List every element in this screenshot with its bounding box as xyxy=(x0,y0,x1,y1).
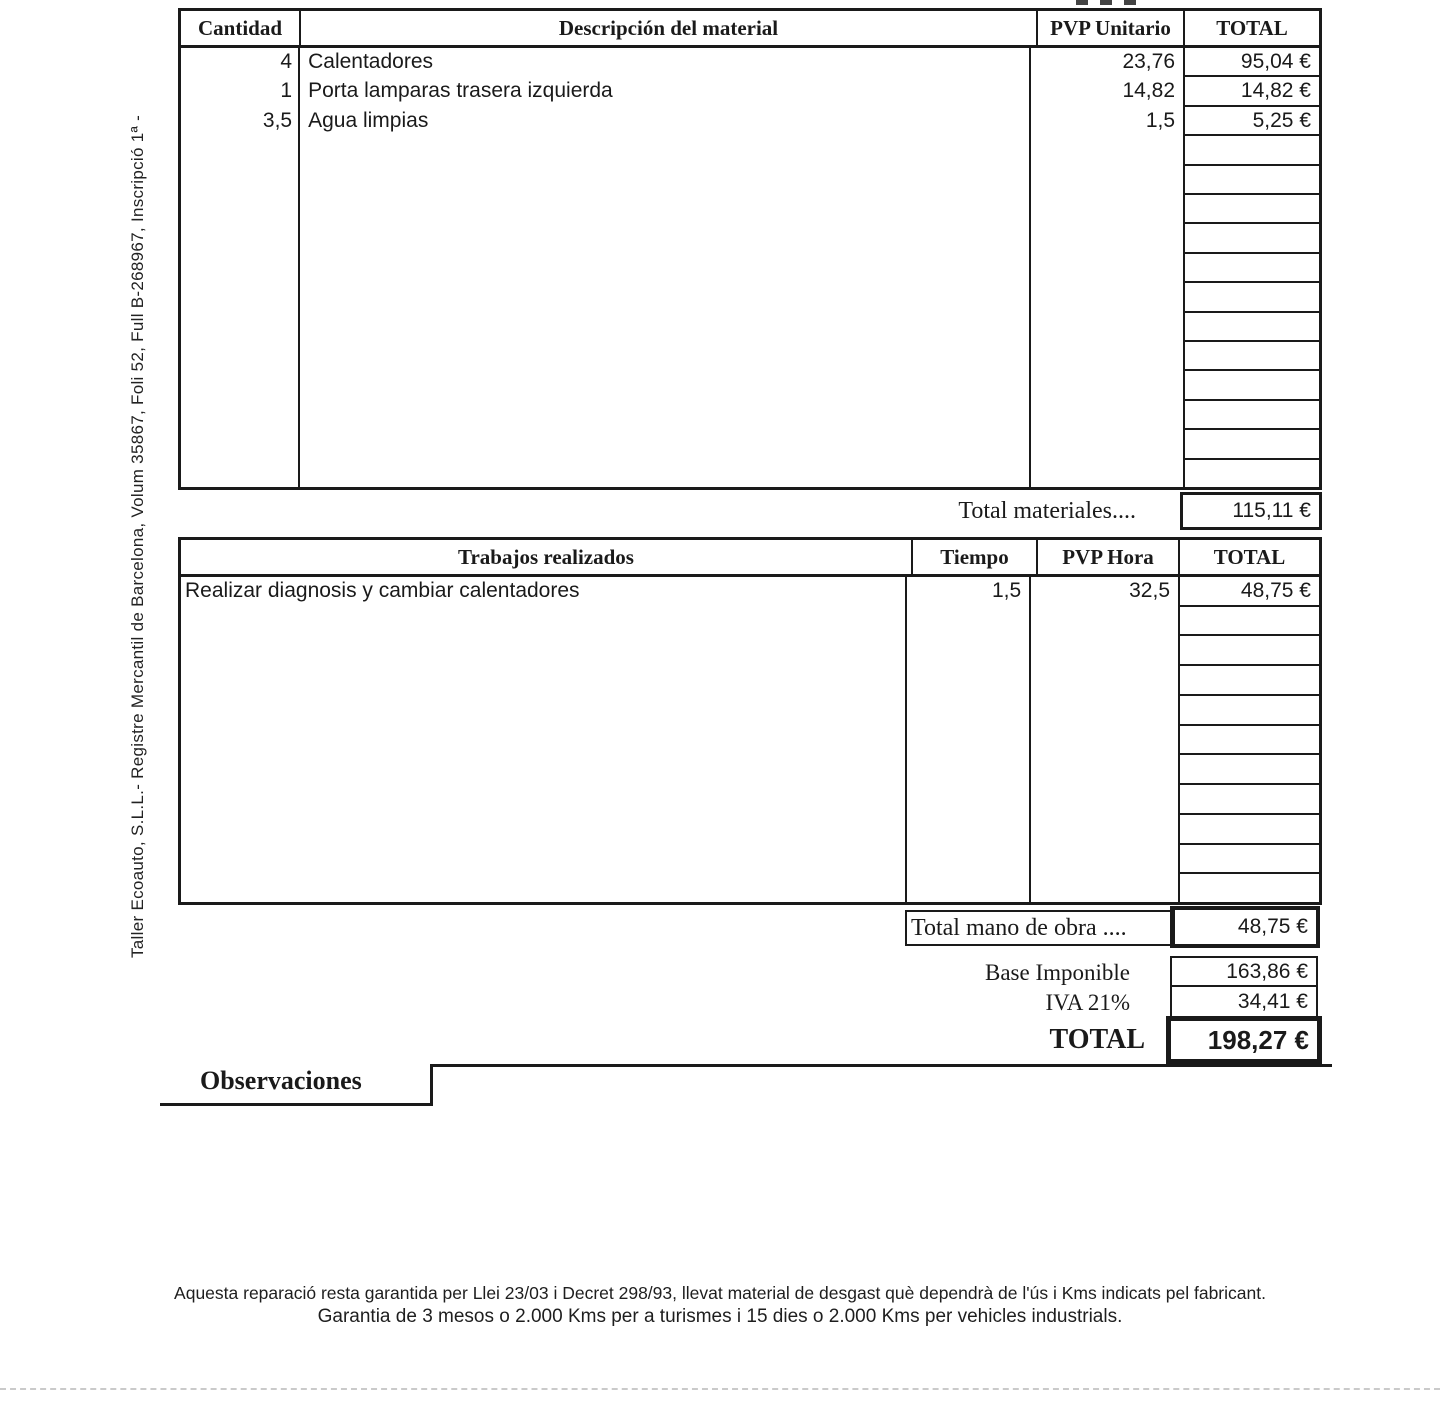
materials-table xyxy=(178,8,1322,490)
labor-row xyxy=(181,695,1178,725)
iva-value: 34,41 € xyxy=(1237,989,1308,1013)
cell-descripcion: Agua limpias xyxy=(300,107,1031,136)
cell-cantidad xyxy=(181,399,300,428)
labor-table xyxy=(178,537,1322,905)
labor-rows xyxy=(181,577,1178,902)
cell-tiempo xyxy=(907,695,1031,725)
materials-row xyxy=(181,194,1183,223)
cell-descripcion xyxy=(300,194,1031,223)
cell-cantidad xyxy=(181,224,300,253)
materials-row-total-cell xyxy=(1185,371,1319,400)
labor-row-total-cell xyxy=(1180,755,1319,785)
cell-trabajo-descripcion xyxy=(181,695,907,725)
labor-row-total-cell: 48,75 € xyxy=(1180,577,1319,607)
header-tiempo: Tiempo xyxy=(913,540,1038,574)
cell-tiempo xyxy=(907,607,1031,637)
observaciones-tab-line-bottom xyxy=(160,1103,433,1106)
header-trabajos-realizados: Trabajos realizados xyxy=(181,540,913,574)
cell-trabajo-descripcion xyxy=(181,636,907,666)
cell-pvp-hora xyxy=(1031,754,1178,784)
materials-row xyxy=(181,311,1183,340)
cell-cantidad xyxy=(181,136,300,165)
cell-cantidad xyxy=(181,165,300,194)
cell-trabajo-descripcion xyxy=(181,666,907,696)
cell-pvp-unitario xyxy=(1031,341,1183,370)
materials-row-total-cell xyxy=(1185,224,1319,253)
cell-trabajo-descripcion: Realizar diagnosis y cambiar calentadores xyxy=(181,577,907,607)
grand-total-value: 198,27 € xyxy=(1166,1016,1322,1064)
cell-pvp-unitario: 14,82 xyxy=(1122,79,1176,103)
cell-pvp-hora xyxy=(1031,725,1178,755)
observaciones-tab-line-vertical xyxy=(430,1064,433,1106)
materials-row-total-cell xyxy=(1185,401,1319,430)
cell-tiempo xyxy=(907,754,1031,784)
iva-label: IVA 21% xyxy=(1045,990,1130,1015)
cell-cantidad xyxy=(181,194,300,223)
cell-pvp-unitario xyxy=(1031,370,1183,399)
summary-values-box xyxy=(1170,956,1318,1018)
materials-row-total-cell xyxy=(1185,254,1319,283)
total-materiales-value: 115,11 € xyxy=(1180,492,1322,530)
materials-row xyxy=(181,253,1183,282)
cell-tiempo xyxy=(907,784,1031,814)
materials-row-total-cell: 95,04 € xyxy=(1185,48,1319,77)
cell-pvp-unitario xyxy=(1031,458,1183,487)
labor-row-total-cell xyxy=(1180,696,1319,726)
cell-cantidad: 4 xyxy=(181,48,300,77)
materials-row xyxy=(181,136,1183,165)
labor-row-total-cell xyxy=(1180,636,1319,666)
materials-total-column xyxy=(1183,48,1319,487)
observaciones-tab-line-top xyxy=(430,1064,1332,1067)
cell-pvp-hora xyxy=(1031,695,1178,725)
cell-pvp-unitario xyxy=(1031,253,1183,282)
labor-table-body xyxy=(181,577,1319,902)
materials-row-total-cell xyxy=(1185,283,1319,312)
total-materiales-row xyxy=(178,492,1322,530)
labor-row-total-cell xyxy=(1180,785,1319,815)
cell-descripcion: Porta lamparas trasera izquierda xyxy=(300,77,1031,106)
cell-pvp-unitario xyxy=(1031,428,1183,457)
labor-row-total-cell xyxy=(1180,815,1319,845)
cell-trabajo-descripcion xyxy=(181,813,907,843)
cell-descripcion: Calentadores xyxy=(300,48,1031,77)
cell-pvp-unitario xyxy=(1031,311,1183,340)
materials-row-total-cell: 14,82 € xyxy=(1185,77,1319,106)
cell-pvp-unitario: 23,76 xyxy=(1122,50,1176,73)
materials-row xyxy=(181,428,1183,457)
materials-row xyxy=(181,77,1183,106)
cell-pvp-unitario xyxy=(1031,136,1183,165)
cell-pvp-unitario xyxy=(1031,194,1183,223)
materials-row xyxy=(181,48,1183,77)
labor-row xyxy=(181,813,1178,843)
cell-pvp-hora: 32,5 xyxy=(1129,579,1170,602)
materials-row xyxy=(181,399,1183,428)
cell-cantidad: 1 xyxy=(181,77,300,106)
cell-trabajo-descripcion xyxy=(181,607,907,637)
labor-row xyxy=(181,725,1178,755)
cell-descripcion xyxy=(300,136,1031,165)
cell-tiempo: 1,5 xyxy=(907,577,1031,607)
materials-row xyxy=(181,370,1183,399)
labor-row xyxy=(181,636,1178,666)
labor-row xyxy=(181,872,1178,902)
cell-pvp-unitario xyxy=(1031,399,1183,428)
materials-row xyxy=(181,165,1183,194)
cell-pvp-hora xyxy=(1031,636,1178,666)
labor-row-total-cell xyxy=(1180,726,1319,756)
cell-tiempo xyxy=(907,813,1031,843)
labor-row-total-cell xyxy=(1180,874,1319,902)
cell-descripcion xyxy=(300,224,1031,253)
cell-cantidad: 3,5 xyxy=(181,107,300,136)
cell-pvp-unitario xyxy=(1031,282,1183,311)
header-pvp-hora: PVP Hora xyxy=(1062,544,1154,569)
cell-descripcion xyxy=(300,458,1031,487)
labor-row xyxy=(181,607,1178,637)
cell-descripcion xyxy=(300,399,1031,428)
cell-tiempo xyxy=(907,666,1031,696)
header-total-labor: TOTAL xyxy=(1178,540,1319,574)
cell-cantidad xyxy=(181,253,300,282)
cell-pvp-hora xyxy=(1031,607,1178,637)
cell-pvp-hora xyxy=(1031,843,1178,873)
labor-row xyxy=(181,754,1178,784)
cell-tiempo xyxy=(907,843,1031,873)
cell-descripcion xyxy=(300,428,1031,457)
cut-off-text-artifact xyxy=(1076,0,1142,5)
warranty-text-line1: Aquesta reparació resta garantida per Llei 23/03 i Decret 298/93, llevat material de desgast què dependrà de l'ús i Kms indicats pel fabricant. xyxy=(174,1283,1266,1303)
materials-row-total-cell xyxy=(1185,460,1319,487)
header-pvp-unitario: PVP Unitario xyxy=(1050,15,1171,40)
labor-row-total-cell xyxy=(1180,666,1319,696)
materials-rows xyxy=(181,48,1183,487)
cell-descripcion xyxy=(300,311,1031,340)
cell-descripcion xyxy=(300,253,1031,282)
cell-descripcion xyxy=(300,341,1031,370)
total-mano-de-obra-value: 48,75 € xyxy=(1170,906,1320,948)
materials-row xyxy=(181,107,1183,136)
materials-row xyxy=(181,458,1183,487)
cell-pvp-unitario xyxy=(1031,224,1183,253)
materials-row-total-cell xyxy=(1185,313,1319,342)
cell-tiempo xyxy=(907,725,1031,755)
cell-cantidad xyxy=(181,311,300,340)
header-cantidad: Cantidad xyxy=(181,11,301,45)
grand-total-label: TOTAL xyxy=(1049,1024,1145,1055)
registry-side-text: Taller Ecoauto, S.L.L.- Registre Mercantil de Barcelona, Volum 35867, Foli 52, Full B-268967, Inscripció 1ª - xyxy=(128,114,147,958)
cell-pvp-hora xyxy=(1031,666,1178,696)
header-descripcion-material: Descripción del material xyxy=(301,11,1038,45)
cell-cantidad xyxy=(181,458,300,487)
materials-row xyxy=(181,341,1183,370)
materials-table-body xyxy=(181,48,1319,487)
scan-edge-artifact xyxy=(0,1388,1440,1390)
warranty-text-line2: Garantia de 3 mesos o 2.000 Kms per a turismes i 15 dies o 2.000 Kms per vehicles industrials. xyxy=(317,1306,1123,1327)
labor-row xyxy=(181,843,1178,873)
materials-row-total-cell xyxy=(1185,195,1319,224)
cell-trabajo-descripcion xyxy=(181,843,907,873)
observaciones-label: Observaciones xyxy=(200,1066,362,1095)
cell-pvp-unitario: 1,5 xyxy=(1145,108,1176,132)
labor-row xyxy=(181,577,1178,607)
cell-cantidad xyxy=(181,428,300,457)
labor-row xyxy=(181,784,1178,814)
materials-row xyxy=(181,282,1183,311)
labor-row-total-cell xyxy=(1180,607,1319,637)
cell-descripcion xyxy=(300,165,1031,194)
cell-pvp-unitario xyxy=(1031,165,1183,194)
header-total-materiales: TOTAL xyxy=(1183,11,1319,45)
cell-cantidad xyxy=(181,282,300,311)
cell-descripcion xyxy=(300,370,1031,399)
base-imponible-label: Base Imponible xyxy=(985,960,1130,985)
cell-pvp-hora xyxy=(1031,784,1178,814)
cell-cantidad xyxy=(181,370,300,399)
cell-trabajo-descripcion xyxy=(181,754,907,784)
labor-row-total-cell xyxy=(1180,845,1319,875)
cell-trabajo-descripcion xyxy=(181,725,907,755)
labor-row xyxy=(181,666,1178,696)
cell-pvp-hora xyxy=(1031,872,1178,902)
cell-trabajo-descripcion xyxy=(181,872,907,902)
materials-row xyxy=(181,224,1183,253)
base-imponible-value: 163,86 € xyxy=(1172,958,1316,987)
cell-tiempo xyxy=(907,872,1031,902)
materials-row-total-cell xyxy=(1185,166,1319,195)
total-materiales-label: Total materiales.... xyxy=(958,497,1136,524)
cell-cantidad xyxy=(181,341,300,370)
cell-trabajo-descripcion xyxy=(181,784,907,814)
cell-tiempo xyxy=(907,636,1031,666)
labor-total-column xyxy=(1178,577,1319,902)
labor-table-header xyxy=(181,540,1319,577)
materials-row-total-cell: 5,25 € xyxy=(1185,107,1319,136)
cell-descripcion xyxy=(300,282,1031,311)
materials-row-total-cell xyxy=(1185,342,1319,371)
cell-pvp-hora xyxy=(1031,813,1178,843)
materials-table-header xyxy=(181,11,1319,48)
materials-row-total-cell xyxy=(1185,430,1319,459)
materials-row-total-cell xyxy=(1185,136,1319,165)
total-mano-de-obra-label: Total mano de obra .... xyxy=(905,910,1175,946)
